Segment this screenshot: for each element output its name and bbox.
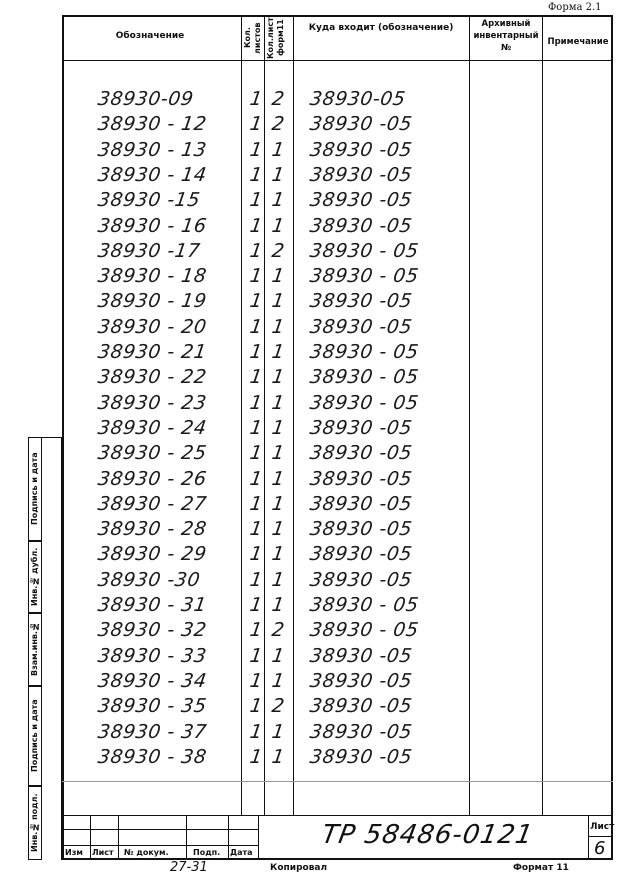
row-where-used: 38930 -05	[308, 416, 414, 439]
row-designation: 38930 - 24	[96, 416, 209, 439]
row-sheets-format: 1	[270, 644, 287, 667]
row-where-used: 38930 -05	[308, 442, 414, 465]
row-designation: 38930 - 13	[96, 138, 209, 161]
document-number: ТР 58486-0121	[319, 820, 536, 850]
row-where-used: 38930 -05	[308, 568, 414, 591]
row-designation: 38930 - 25	[96, 442, 209, 465]
col-divider	[264, 15, 265, 815]
form-label: Форма 2.1	[548, 2, 602, 13]
row-sheets-count: 1	[248, 341, 265, 363]
row-sheets-format: 1	[270, 214, 287, 237]
row-designation: 38930 - 28	[96, 518, 209, 541]
stamp-divider	[118, 815, 119, 860]
row-sheets-format: 1	[270, 543, 287, 566]
row-sheets-count: 1	[248, 543, 265, 566]
row-sheets-count: 1	[248, 189, 265, 212]
row-sheets-count: 1	[248, 720, 265, 743]
row-where-used: 38930 - 05	[308, 366, 421, 389]
header-note: Примечание	[547, 37, 609, 47]
header-sheets-format: Кол.лист форм11	[266, 17, 285, 59]
row-designation: 38930 - 12	[96, 113, 209, 136]
row-sheets-count: 1	[248, 644, 265, 667]
row-sheets-count: 1	[248, 265, 265, 288]
row-sheets-format: 1	[270, 745, 287, 768]
row-designation: 38930 - 33	[96, 644, 209, 667]
row-sheets-count: 1	[248, 391, 265, 414]
row-sheets-format: 2	[270, 239, 287, 262]
row-sheets-count: 1	[248, 239, 265, 262]
row-where-used: 38930 -05	[308, 113, 414, 136]
row-sheets-count: 1	[248, 442, 265, 465]
footer-format: Формат 11	[513, 863, 569, 873]
stamp-izm: Изм	[65, 848, 83, 857]
header-divider	[62, 60, 613, 61]
row-sheets-count: 1	[248, 315, 265, 338]
row-designation: 38930 - 19	[96, 290, 209, 313]
row-designation: 38930 - 26	[96, 467, 209, 490]
row-sheets-format: 1	[270, 568, 287, 591]
row-sheets-count: 1	[248, 290, 265, 313]
stamp-podp: Подп.	[193, 848, 221, 857]
row-where-used: 38930 -05	[308, 644, 414, 667]
row-designation: 38930 - 38	[96, 745, 209, 768]
row-designation: 38930 - 29	[96, 543, 209, 566]
row-sheets-format: 1	[270, 492, 287, 515]
row-sheets-format: 1	[270, 391, 287, 414]
row-where-used: 38930 -05	[308, 543, 414, 566]
row-designation: 38930 - 20	[96, 315, 209, 338]
handwritten-note: 27-31	[170, 860, 208, 875]
row-sheets-count: 1	[248, 568, 265, 591]
row-where-used: 38930 -05	[308, 138, 414, 161]
col-divider	[469, 15, 470, 815]
row-where-used: 38930 -05	[308, 315, 414, 338]
col-divider	[293, 15, 294, 815]
row-sheets-count: 1	[248, 214, 265, 237]
row-sheets-format: 1	[270, 366, 287, 389]
row-designation: 38930 -17	[96, 239, 202, 262]
row-sheets-count: 1	[248, 366, 265, 389]
row-designation: 38930 - 31	[96, 594, 209, 616]
row-where-used: 38930 -05	[308, 467, 414, 490]
row-where-used: 38930 -05	[308, 745, 414, 768]
row-designation: 38930-09	[96, 88, 196, 110]
row-where-used: 38930 - 05	[308, 619, 421, 642]
row-sheets-format: 1	[270, 189, 287, 212]
row-sheets-count: 1	[248, 113, 265, 136]
stamp-doc-no: № докум.	[124, 848, 169, 857]
row-sheets-count: 1	[248, 669, 265, 692]
row-designation: 38930 - 37	[96, 720, 209, 743]
row-divider	[62, 781, 613, 782]
row-designation: 38930 - 21	[96, 341, 209, 363]
row-sheets-format: 2	[270, 619, 287, 642]
row-sheets-count: 1	[248, 138, 265, 161]
row-where-used: 38930 - 05	[308, 594, 421, 616]
row-where-used: 38930 -05	[308, 669, 414, 692]
row-sheets-format: 1	[270, 416, 287, 439]
sheet-label: Лист	[590, 822, 615, 832]
side-label-inv-podl: Инв.№ подл.	[30, 793, 39, 853]
row-sheets-format: 2	[270, 88, 287, 110]
stamp-top-line	[62, 815, 613, 816]
row-designation: 38930 - 16	[96, 214, 209, 237]
row-sheets-format: 2	[270, 113, 287, 136]
stamp-divider	[90, 815, 91, 860]
stamp-list: Лист	[92, 848, 114, 857]
footer-copied: Копировал	[270, 863, 328, 873]
row-sheets-format: 1	[270, 138, 287, 161]
row-sheets-format: 1	[270, 341, 287, 363]
row-where-used: 38930 -05	[308, 189, 414, 212]
col-divider	[542, 15, 543, 815]
row-sheets-format: 1	[270, 163, 287, 186]
side-strip	[42, 437, 62, 860]
side-label-inv-dubl: Инв.№ дубл.	[30, 547, 39, 607]
row-designation: 38930 - 18	[96, 265, 209, 288]
stamp-line	[588, 836, 613, 837]
row-sheets-count: 1	[248, 492, 265, 515]
header-sheets-count: Кол. листов	[243, 22, 262, 54]
row-designation: 38930 -30	[96, 568, 202, 591]
row-sheets-count: 1	[248, 745, 265, 768]
row-sheets-format: 1	[270, 720, 287, 743]
row-sheets-count: 1	[248, 416, 265, 439]
row-where-used: 38930 - 05	[308, 341, 421, 363]
row-sheets-format: 1	[270, 290, 287, 313]
row-sheets-format: 1	[270, 467, 287, 490]
row-sheets-format: 1	[270, 594, 287, 616]
row-sheets-format: 1	[270, 669, 287, 692]
row-where-used: 38930-05	[308, 88, 408, 110]
row-designation: 38930 - 23	[96, 391, 209, 414]
header-archive-no: Архивный инвентарный №	[473, 19, 539, 53]
row-where-used: 38930 -05	[308, 720, 414, 743]
row-sheets-format: 2	[270, 695, 287, 718]
header-designation: Обозначение	[115, 31, 185, 41]
stamp-divider	[588, 815, 589, 860]
row-where-used: 38930 -05	[308, 163, 414, 186]
row-where-used: 38930 -05	[308, 214, 414, 237]
stamp-data: Дата	[230, 848, 253, 857]
row-sheets-count: 1	[248, 163, 265, 186]
stamp-divider	[228, 815, 229, 860]
row-designation: 38930 - 22	[96, 366, 209, 389]
row-sheets-format: 1	[270, 442, 287, 465]
col-divider	[241, 15, 242, 815]
row-where-used: 38930 - 05	[308, 265, 421, 288]
row-designation: 38930 -15	[96, 189, 202, 212]
side-label-sign-date-bottom: Подпись и дата	[30, 699, 39, 773]
row-where-used: 38930 -05	[308, 518, 414, 541]
row-sheets-count: 1	[248, 518, 265, 541]
row-where-used: 38930 -05	[308, 695, 414, 718]
row-sheets-count: 1	[248, 619, 265, 642]
row-sheets-format: 1	[270, 518, 287, 541]
row-sheets-format: 1	[270, 315, 287, 338]
row-designation: 38930 - 14	[96, 163, 209, 186]
row-designation: 38930 - 35	[96, 695, 209, 718]
row-sheets-format: 1	[270, 265, 287, 288]
sheet-number: 6	[594, 838, 606, 859]
header-where-used: Куда входит (обозначение)	[308, 23, 454, 33]
row-where-used: 38930 - 05	[308, 239, 421, 262]
row-designation: 38930 - 32	[96, 619, 209, 642]
row-where-used: 38930 - 05	[308, 391, 421, 414]
row-where-used: 38930 -05	[308, 492, 414, 515]
side-label-sign-date-top: Подпись и дата	[30, 452, 39, 526]
row-sheets-count: 1	[248, 88, 265, 110]
row-designation: 38930 - 27	[96, 492, 209, 515]
side-label-vzam-inv: Взам.инв.№	[30, 622, 39, 677]
row-sheets-count: 1	[248, 467, 265, 490]
row-sheets-count: 1	[248, 695, 265, 718]
row-sheets-count: 1	[248, 594, 265, 616]
row-where-used: 38930 -05	[308, 290, 414, 313]
stamp-divider	[258, 815, 259, 860]
row-designation: 38930 - 34	[96, 669, 209, 692]
stamp-divider	[186, 815, 187, 860]
